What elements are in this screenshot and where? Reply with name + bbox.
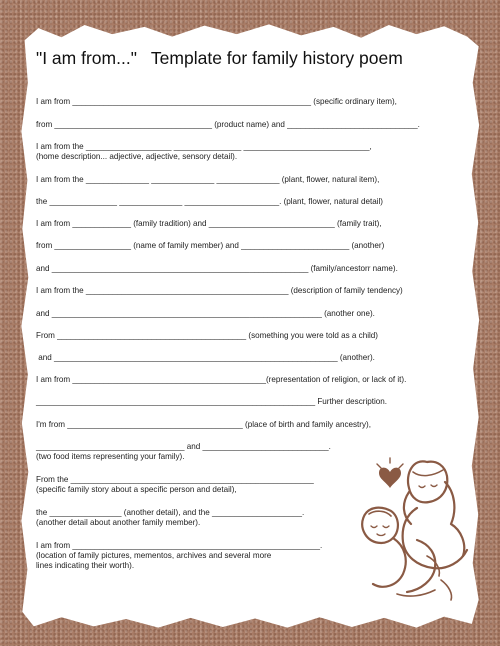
template-line: ______________________________________________________________ Further description. xyxy=(36,397,388,406)
template-line: and _________________________________________________________ (family/ancestorr name). xyxy=(36,264,398,273)
template-line: lines indicating their worth). xyxy=(36,561,135,570)
template-line: I am from the _____________________________________________ (description of family tendency) xyxy=(36,286,403,295)
template-line: I am from _____________________________________________________ (specific ordinary item), xyxy=(36,97,397,106)
template-line: I am from the ___________________ _______________ ____________________________, xyxy=(36,142,372,151)
title-quote: "I am from..." xyxy=(36,48,137,68)
template-line: I am from the ______________ ______________ ______________ (plant, flower, natural item), xyxy=(36,175,380,184)
template-line: (location of family pictures, mementos, archives and several more xyxy=(36,551,272,560)
title-subtitle: Template for family history poem xyxy=(150,48,403,68)
template-line: I am from _______________________________________________________. xyxy=(36,541,323,550)
mother-and-child-heart-icon xyxy=(357,452,479,602)
template-line: From __________________________________________ (something you were told as a child) xyxy=(36,331,379,340)
template-line: (home description... adjective, adjective, sensory detail). xyxy=(36,152,238,161)
template-line: I am from _____________ (family tradition) and ____________________________ (family trait), xyxy=(36,219,382,228)
template-line: from ___________________________________ (product name) and _____________________________. xyxy=(36,120,420,129)
template-line: and ____________________________________________________________ (another one). xyxy=(36,309,375,318)
template-line: (two food items representing your family). xyxy=(36,452,185,461)
heart-icon xyxy=(379,468,401,488)
template-line: I'm from _______________________________________ (place of birth and family ancestry), xyxy=(36,420,371,429)
page-title xyxy=(36,48,456,69)
template-line: I am from ___________________________________________(representation of religion, or lack of it). xyxy=(36,375,407,384)
template-line: the ________________ (another detail), and the ____________________. xyxy=(36,508,305,517)
template-line: _________________________________ and ____________________________. xyxy=(36,442,331,451)
template-line: and _______________________________________________________________ (another). xyxy=(36,353,375,362)
template-line: (specific family story about a specific person and detail), xyxy=(36,485,237,494)
template-line: from _________________ (name of family member) and ________________________ (another) xyxy=(36,241,385,250)
template-line: the _______________ ______________ _____________________. (plant, flower, natural detail) xyxy=(36,197,383,206)
template-line: (another detail about another family member). xyxy=(36,518,201,527)
template-line: From the ______________________________________________________ xyxy=(36,475,314,484)
